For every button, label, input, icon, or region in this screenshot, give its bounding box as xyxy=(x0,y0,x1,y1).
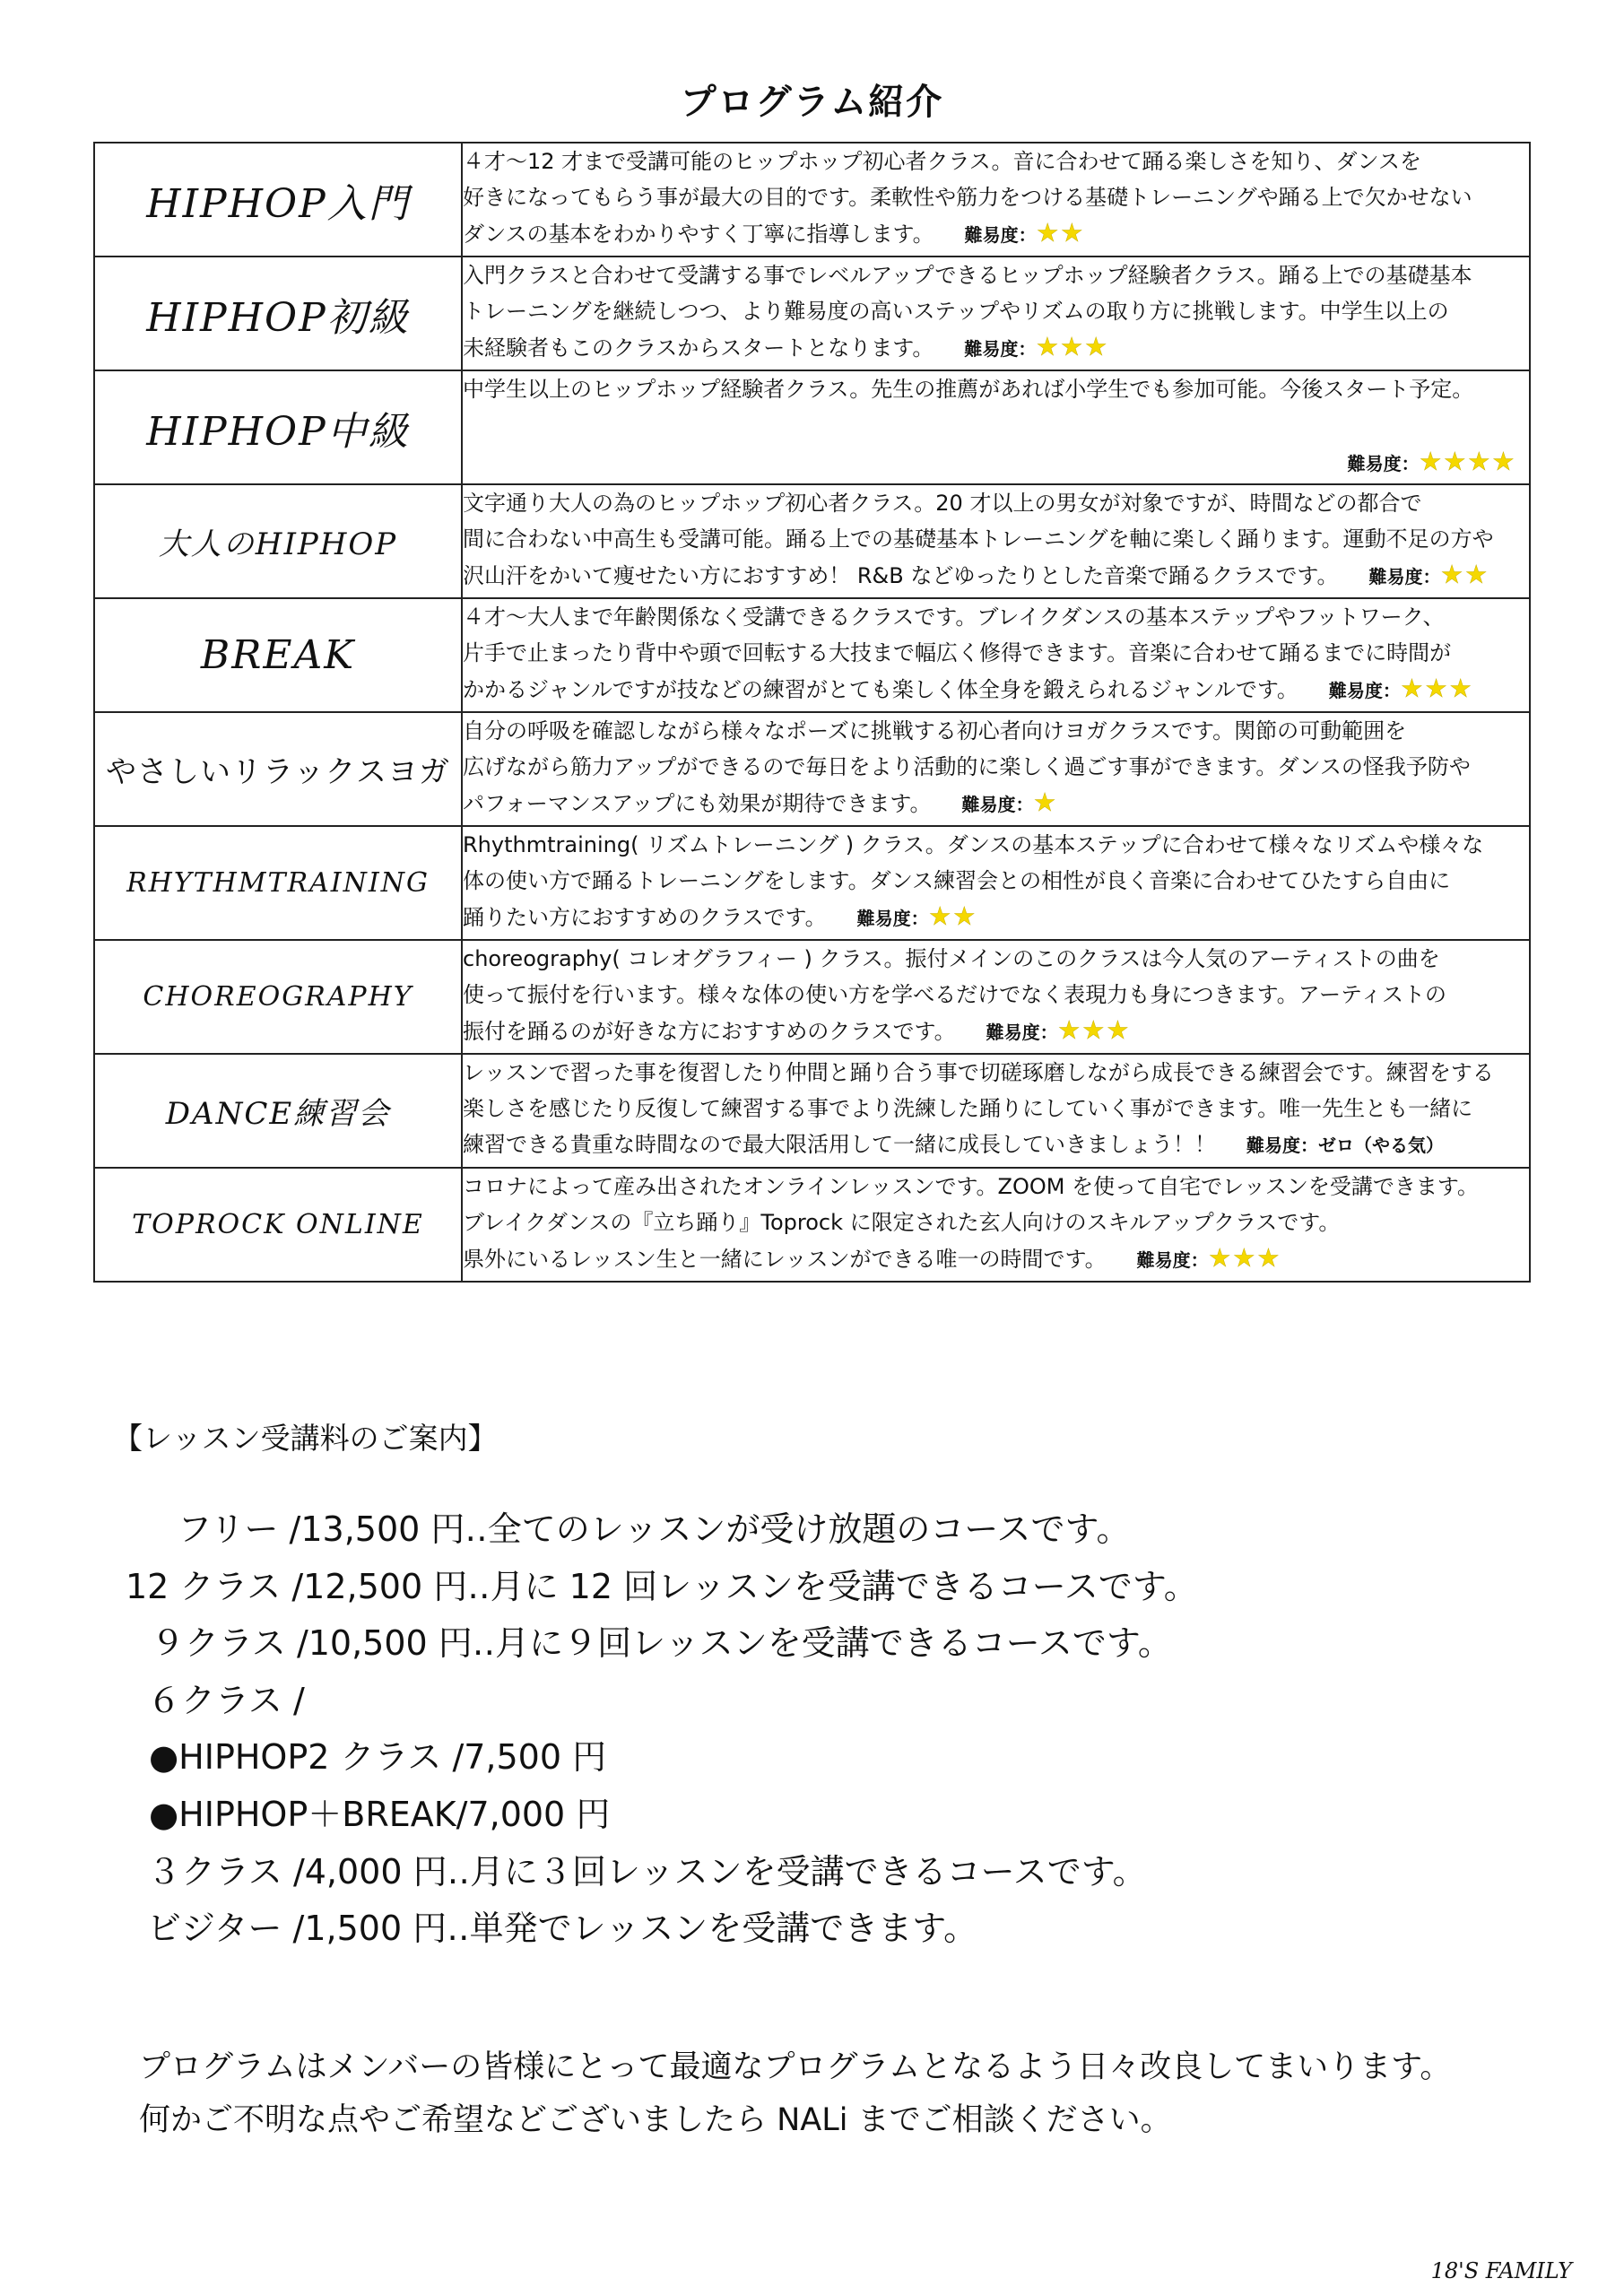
description-line: ブレイクダンスの『立ち踊り』Toprock に限定された玄人向けのスキルアップクラスです。 xyxy=(463,1210,1341,1235)
description-line: レッスンで習った事を復習したり仲間と踊り合う事で切磋琢磨しながら成長できる練習会です。練習をする xyxy=(463,1060,1494,1085)
fee-item: ●HIPHOP2 クラス /7,500 円 xyxy=(149,1737,607,1778)
program-name: 大人のHIPHOP xyxy=(158,526,398,562)
program-description xyxy=(462,1168,1530,1282)
star-icon: ★★★ xyxy=(1208,1243,1281,1273)
program-name-cell xyxy=(94,370,462,484)
program-description xyxy=(462,1054,1530,1168)
description-line: ４才〜大人まで年齢関係なく受講できるクラスです。ブレイクダンスの基本ステップやフットワーク、 xyxy=(463,604,1445,630)
table-row xyxy=(94,257,1530,370)
fee-list xyxy=(126,1501,1198,1958)
star-icon: ★★ xyxy=(1036,218,1085,248)
star-icon: ★ xyxy=(1033,787,1058,817)
program-name: DANCE練習会 xyxy=(165,1096,391,1132)
description-line: かかるジャンルですが技などの練習がとても楽しく体全身を鍛えられるジャンルです。 難易度：★★★ xyxy=(463,671,1529,709)
page-title: プログラム紹介 xyxy=(680,82,944,123)
fee-item: ３クラス /4,000 円‥月に３回レッスンを受講できるコースです。 xyxy=(147,1851,1147,1892)
fee-item: フリー /13,500 円‥全てのレッスンが受け放題のコースです。 xyxy=(178,1509,1131,1549)
difficulty-text: ゼロ（やる気） xyxy=(1318,1135,1444,1156)
table-row xyxy=(94,1168,1530,1282)
star-icon: ★★ xyxy=(928,901,977,931)
program-description xyxy=(462,484,1530,598)
program-name: RHYTHMTRAINING xyxy=(126,867,430,899)
table-row xyxy=(94,826,1530,940)
difficulty-rating: 難易度：★★ xyxy=(1368,560,1489,589)
description-line: コロナによって産み出されたオンラインレッスンです。ZOOM を使って自宅でレッスンを受講できます。 xyxy=(463,1174,1479,1199)
program-name-cell xyxy=(94,1054,462,1168)
program-name-cell xyxy=(94,940,462,1054)
table-row xyxy=(94,143,1530,257)
difficulty-rating: 難易度：★ xyxy=(961,787,1058,817)
star-icon: ★★★ xyxy=(1036,332,1109,361)
fee-item: ６クラス / xyxy=(147,1680,305,1720)
star-icon: ★★★ xyxy=(1400,674,1474,703)
closing-message xyxy=(139,2041,1451,2147)
program-table xyxy=(93,142,1531,1283)
difficulty-rating: 難易度：ゼロ（やる気） xyxy=(1246,1135,1444,1156)
description-line: 踊りたい方におすすめのクラスです。 難易度：★★ xyxy=(463,899,1529,936)
description-line: 楽しさを感じたり反復して練習する事でより洗練した踊りにしていく事ができます。唯一先生とも一緒に xyxy=(463,1096,1473,1121)
description-line: 自分の呼吸を確認しながら様々なポーズに挑戦する初心者向けヨガクラスです。関節の可動範囲を xyxy=(463,718,1407,744)
program-name-cell xyxy=(94,712,462,826)
description-line: 使って振付を行います。様々な体の使い方を学べるだけでなく表現力も身につきます。アーティストの xyxy=(463,982,1447,1007)
description-line: ４才〜12 才まで受講可能のヒップホップ初心者クラス。音に合わせて踊る楽しさを知り、ダンスを xyxy=(463,149,1421,174)
program-description xyxy=(462,598,1530,712)
footer-logo: 18'S FAMILY xyxy=(1430,2258,1572,2283)
description-line: 好きになってもらう事が最大の目的です。柔軟性や筋力をつける基礎トレーニングや踊る上で欠かせない xyxy=(463,185,1472,210)
description-line: トレーニングを継続しつつ、より難易度の高いステップやリズムの取り方に挑戦します。中学生以上の xyxy=(463,299,1449,324)
difficulty-rating: 難易度：★★★ xyxy=(964,332,1109,361)
star-icon: ★★★★ xyxy=(1419,447,1516,476)
table-row xyxy=(94,484,1530,598)
table-row xyxy=(94,598,1530,712)
program-name: HIPHOP入門 xyxy=(146,180,410,227)
program-name-cell xyxy=(94,484,462,598)
difficulty-rating: 難易度：★★★ xyxy=(986,1015,1131,1045)
difficulty-rating: 難易度：★★ xyxy=(964,218,1085,248)
description-line: 中学生以上のヒップホップ経験者クラス。先生の推薦があれば小学生でも参加可能。今後スタート予定。 xyxy=(463,377,1474,402)
description-line: 文字通り大人の為のヒップホップ初心者クラス。20 才以上の男女が対象ですが、時間などの都合で xyxy=(463,491,1422,516)
description-line: ダンスの基本をわかりやすく丁寧に指導します。 難易度：★★ xyxy=(463,215,1529,253)
program-name-cell xyxy=(94,1168,462,1282)
difficulty-rating: 難易度：★★★★ xyxy=(1347,447,1516,476)
description-line: パフォーマンスアップにも効果が期待できます。 難易度：★ xyxy=(463,785,1529,822)
difficulty-rating: 難易度：★★ xyxy=(856,901,977,931)
table-row xyxy=(94,940,1530,1054)
program-description xyxy=(462,370,1530,484)
fee-item: ビジター /1,500 円‥単発でレッスンを受講できます。 xyxy=(147,1909,978,1949)
program-name: やさしいリラックスヨガ xyxy=(106,754,450,790)
program-name: BREAK xyxy=(200,632,356,678)
description-line: 片手で止まったり背中や頭で回転する大技まで幅広く修得できます。音楽に合わせて踊るまでに時間が xyxy=(463,640,1452,665)
fee-item: ●HIPHOP＋BREAK/7,000 円 xyxy=(149,1794,611,1834)
description-line: choreography( コレオグラフィー ) クラス。振付メインのこのクラスは今人気のアーティストの曲を xyxy=(463,946,1440,971)
description-line: 沢山汗をかいて痩せたい方におすすめ！ R&B などゆったりとした音楽で踊るクラスです。 難易度：★★ xyxy=(463,557,1529,595)
program-name: HIPHOP中級 xyxy=(146,408,410,455)
star-icon: ★★★ xyxy=(1057,1015,1131,1045)
fee-item: 12 クラス /12,500 円‥月に 12 回レッスンを受講できるコースです。 xyxy=(126,1566,1198,1606)
fee-item: ９クラス /10,500 円‥月に９回レッスンを受講できるコースです。 xyxy=(151,1623,1172,1664)
difficulty-rating: 難易度：★★★ xyxy=(1328,674,1474,703)
program-name-cell xyxy=(94,257,462,370)
closing-line: プログラムはメンバーの皆様にとって最適なプログラムとなるよう日々改良してまいります。 xyxy=(139,2049,1452,2085)
description-line: 未経験者もこのクラスからスタートとなります。 難易度：★★★ xyxy=(463,329,1529,367)
fee-heading: 【レッスン受講料のご案内】 xyxy=(113,1421,498,1456)
program-name-cell xyxy=(94,143,462,257)
description-line: 間に合わない中高生も受講可能。踊る上での基礎基本トレーニングを軸に楽しく踊ります。運動不足の方や xyxy=(463,526,1494,552)
table-row xyxy=(94,1054,1530,1168)
table-row xyxy=(94,370,1530,484)
program-description xyxy=(462,826,1530,940)
program-name: TOPROCK ONLINE xyxy=(132,1209,424,1240)
description-line: 広げながら筋力アップができるので毎日をより活動的に楽しく過ごす事ができます。ダンスの怪我予防や xyxy=(463,754,1471,779)
program-name: HIPHOP初級 xyxy=(146,294,410,341)
star-icon: ★★ xyxy=(1440,560,1489,589)
program-description xyxy=(462,940,1530,1054)
program-name: CHOREOGRAPHY xyxy=(143,981,413,1013)
program-description xyxy=(462,257,1530,370)
description-line: 振付を踊るのが好きな方におすすめのクラスです。 難易度：★★★ xyxy=(463,1013,1529,1050)
description-line: 体の使い方で踊るトレーニングをします。ダンス練習会との相性が良く音楽に合わせてひたすら自由に xyxy=(463,868,1451,893)
description-line: 県外にいるレッスン生と一緒にレッスンができる唯一の時間です。 難易度：★★★ xyxy=(463,1240,1529,1278)
program-description xyxy=(462,712,1530,826)
description-line: 練習できる貴重な時間なので最大限活用して一緒に成長していきましょう！！ 難易度：ゼロ（やる気） xyxy=(463,1126,1529,1163)
program-description xyxy=(462,143,1530,257)
program-name-cell xyxy=(94,598,462,712)
table-row xyxy=(94,712,1530,826)
difficulty-rating: 難易度：★★★ xyxy=(1136,1243,1281,1273)
closing-line: 何かご不明な点やご希望などございましたら NALi までご相談ください。 xyxy=(139,2102,1172,2138)
description-line: 入門クラスと合わせて受講する事でレベルアップできるヒップホップ経験者クラス。踊る上での基礎基本 xyxy=(463,263,1472,288)
description-line: Rhythmtraining( リズムトレーニング ) クラス。ダンスの基本ステップに合わせて様々なリズムや様々な xyxy=(463,832,1484,857)
program-name-cell xyxy=(94,826,462,940)
